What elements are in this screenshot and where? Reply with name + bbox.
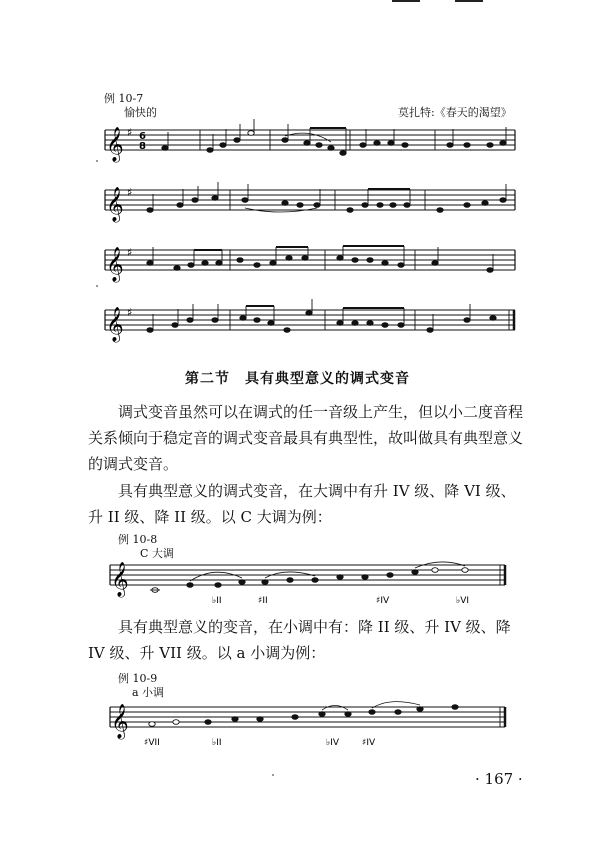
- treble-clef-icon: 𝄞: [111, 704, 129, 739]
- key-sharp-icon: ♯: [127, 126, 133, 139]
- key-name: C 大调: [140, 547, 174, 560]
- time-sig-top: 6: [139, 131, 146, 142]
- paragraph-3: 具有典型意义的变音，在小调中有：降 II 级、升 IV 级、降 IV 级、升 VII 级。以 a 小调为例：: [88, 618, 511, 662]
- treble-clef-icon: 𝄞: [106, 247, 124, 282]
- staff-system-3: [95, 238, 520, 288]
- staff-system-1: [95, 118, 520, 168]
- treble-clef-icon: 𝄞: [111, 562, 129, 597]
- key-sharp-icon: ♯: [127, 306, 133, 319]
- staff-system-2: [95, 178, 520, 228]
- degree-label: ♭VI: [456, 596, 470, 606]
- scan-speck: [272, 774, 274, 776]
- staff-example-10-8: [100, 555, 520, 607]
- composer-credit: 莫扎特:《春天的渴望》: [398, 106, 512, 119]
- example-label: 例 10-8: [118, 533, 158, 546]
- key-name: a 小调: [132, 686, 165, 699]
- scan-speck: [96, 160, 98, 162]
- paragraph-2: 具有典型意义的调式变音，在大调中有升 IV 级、降 VI 级、升 II 级、降 II 级。以 C 大调为例：: [88, 482, 516, 526]
- example-label: 例 10-7: [104, 92, 144, 105]
- treble-clef-icon: 𝄞: [106, 307, 124, 342]
- staff-example-10-9: [100, 697, 520, 749]
- degree-label: ♯IV: [362, 738, 376, 748]
- example-label: 例 10-9: [118, 672, 158, 685]
- scan-speck: [96, 285, 98, 287]
- degree-label: ♭II: [212, 596, 222, 606]
- section-heading: 第二节 具有典型意义的调式变音: [185, 371, 410, 387]
- degree-label: ♭II: [212, 738, 222, 748]
- paragraph-1: 调式变音虽然可以在调式的任一音级上产生，但以小二度音程关系倾向于稳定音的调式变音最具有典型性，故叫做具有典型意义的调式变音。: [88, 403, 524, 473]
- top-rule-right: [455, 0, 483, 2]
- degree-label: ♯II: [258, 596, 268, 606]
- tempo-marking: 愉快的: [124, 106, 157, 119]
- key-sharp-icon: ♯: [127, 246, 133, 259]
- staff-system-4: [95, 298, 520, 348]
- degree-label: ♯IV: [376, 596, 390, 606]
- top-rule-left: [392, 0, 420, 2]
- treble-clef-icon: 𝄞: [106, 187, 124, 222]
- degree-label: ♭IV: [326, 738, 340, 748]
- degree-label: ♯VII: [144, 738, 160, 748]
- time-sig-bottom: 8: [139, 141, 146, 152]
- key-sharp-icon: ♯: [127, 186, 133, 199]
- page-number: · 167 ·: [475, 770, 523, 788]
- treble-clef-icon: 𝄞: [106, 127, 124, 162]
